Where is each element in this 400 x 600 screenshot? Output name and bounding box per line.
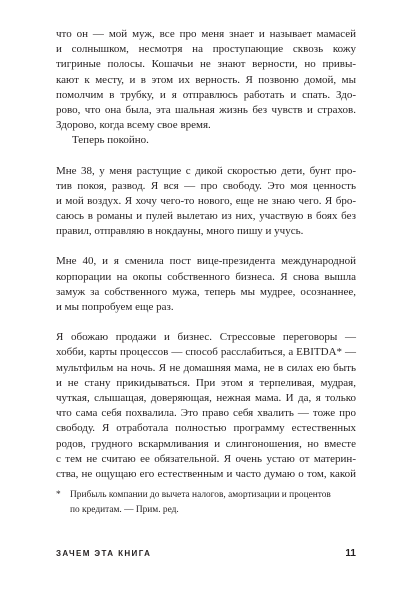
footnote-line-2: по кредитам. — Прим. ред. — [70, 504, 179, 515]
text-line: Мне 38, у меня растущие с дикой скоростью дети, бунт про- — [56, 164, 356, 177]
text-line: и не стану прикидываться. При этом я терпеливая, мудрая, — [56, 376, 356, 389]
running-footer-chapter: ЗАЧЕМ ЭТА КНИГА — [56, 549, 152, 558]
text-line: тигриные полосы. Кошачьи не знают верности, но привы- — [56, 58, 356, 71]
body-text — [56, 27, 356, 482]
footnote — [56, 488, 356, 517]
text-line: хобби, карты процессов — способ расслабиться, а EBITDA* — — [56, 346, 356, 359]
text-line: правил, отправляю в нокдауны, много пишу и учусь. — [56, 225, 304, 238]
footnote-text-1: Прибыль компании до вычета налогов, амортизации и процентов — [70, 490, 331, 500]
text-line: и солнышком, несмотря на проступающие сквозь кожу — [56, 43, 356, 56]
text-line: что он — мой муж, все про меня знает и называет мамасей — [56, 28, 356, 40]
text-line: тив покоя, развод. Я вся — про свободу. Это моя ценность — [56, 179, 356, 192]
footnote-marker: * — [56, 490, 61, 500]
text-line: чуткая, слышащая, доверяющая, нежная мама. И да, я только — [56, 391, 356, 404]
page-number: 11 — [345, 548, 356, 559]
footnote-line-1 — [56, 488, 356, 503]
text-line: Теперь покойно. — [72, 134, 149, 147]
footnote-divider — [56, 485, 356, 486]
text-line: родов, грудного вскармливания и слингоношения, но вместе — [56, 437, 356, 450]
text-line: с тем не считаю ее обязательной. Я очень устаю от материн- — [56, 452, 356, 465]
text-line: корпорации на окопы собственного бизнеса. Я снова вышла — [56, 270, 356, 283]
text-line: Мне 40, и я сменила пост вице-президента международной — [56, 255, 356, 268]
text-line: и мой воздух. Я хочу чего-то нового, еще не знаю чего. Я бро- — [56, 194, 356, 207]
text-line: помолчим в трубку, и я отправлюсь работать и спать. Здо- — [56, 88, 356, 101]
paragraph-gap — [56, 239, 356, 254]
text-line: саюсь в романы и пулей вылетаю из них, участвую в боях без — [56, 210, 356, 223]
text-line: кают к месту, и в этом их верность. Я позвоню домой, мы — [56, 73, 356, 86]
paragraph-gap — [56, 315, 356, 330]
text-line: Я обожаю продажи и бизнес. Стрессовые переговоры — — [56, 331, 356, 344]
text-line: что сама себя похвалила. Это право себя хвалить — тоже про — [56, 407, 356, 420]
text-line: ства, не ощущаю его естественным и часто думаю о том, какой — [56, 467, 356, 480]
text-line: мультфильм на ночь. Я не домашняя мама, не в силах ею быть — [56, 361, 356, 374]
text-line: рово, что она была, эта шальная жизнь без чувств и страхов. — [56, 103, 356, 116]
text-line: замуж за собственного мужа, теперь мы мудрее, осознаннее, — [56, 285, 356, 298]
paragraph-gap — [56, 149, 356, 164]
text-line: свободу. Я отработала полностью программу естественных — [56, 422, 356, 435]
text-line: и мы попробуем еще раз. — [56, 301, 174, 313]
text-line: Здорово, когда всему свое время. — [56, 119, 211, 132]
